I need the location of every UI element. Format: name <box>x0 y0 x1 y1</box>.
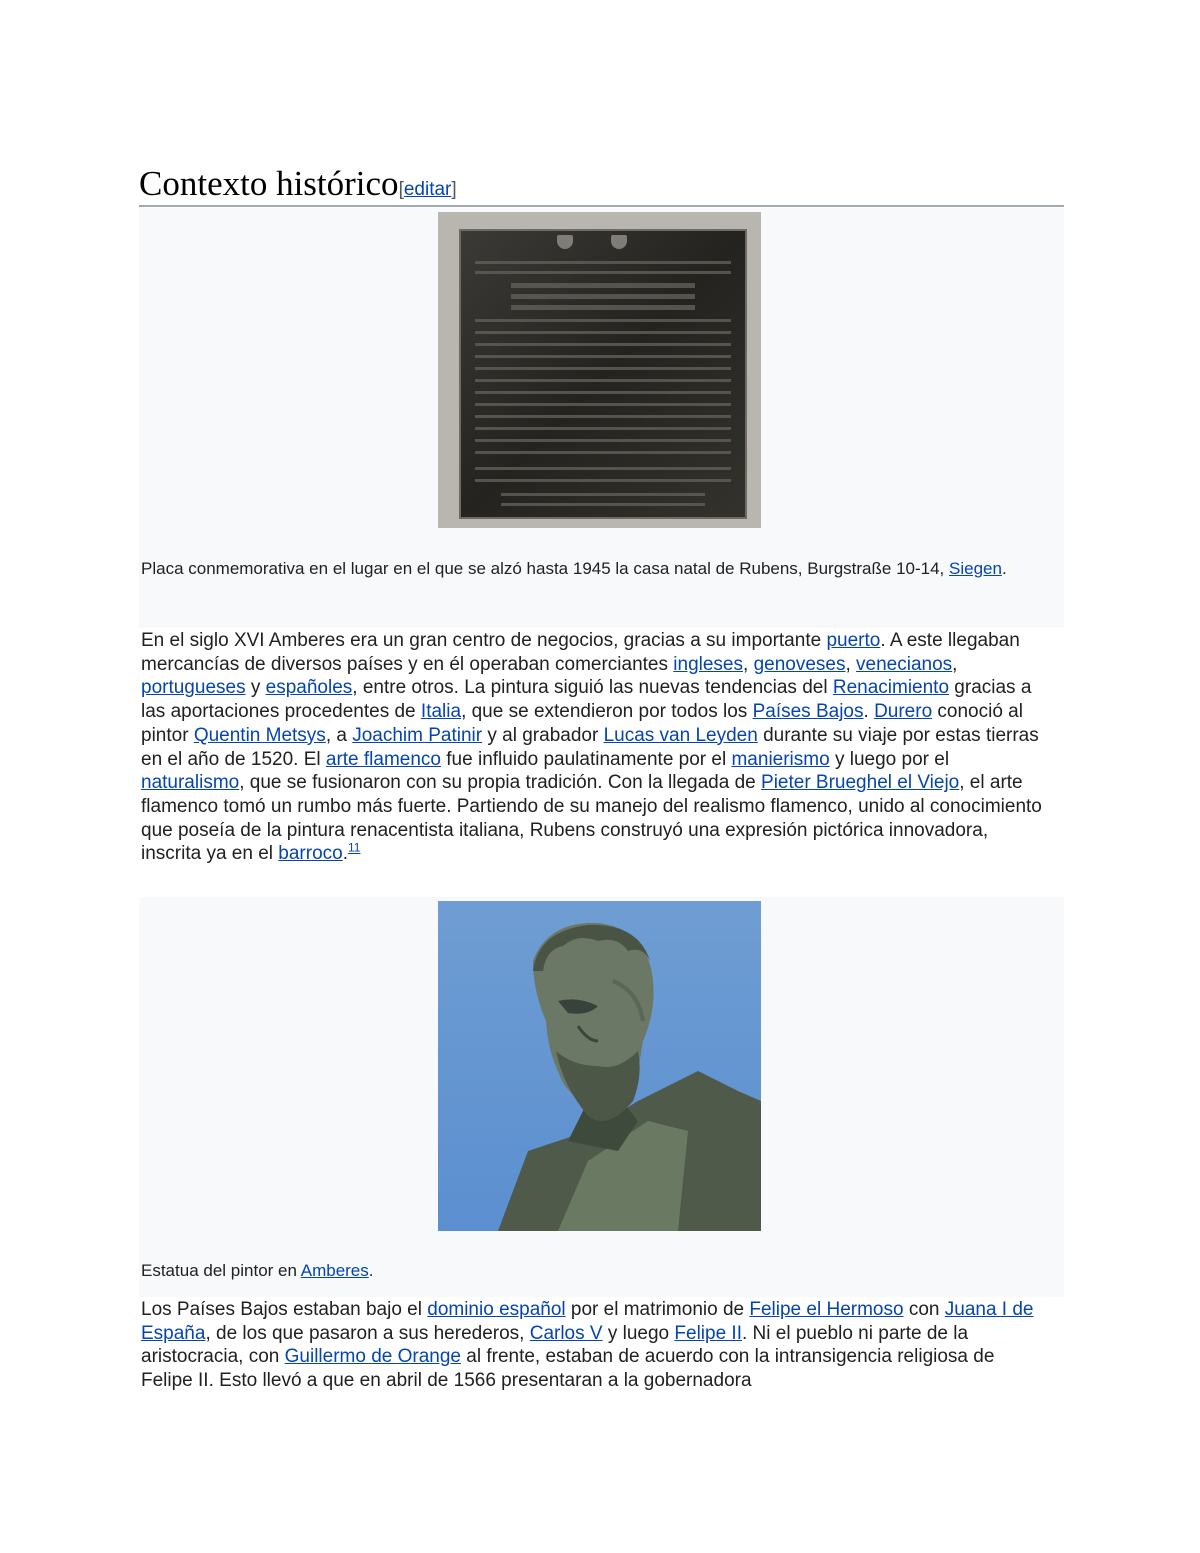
caption-text-end: . <box>1001 559 1007 578</box>
inline-link[interactable]: Joachim Patinir <box>352 724 483 746</box>
figure-caption <box>141 1255 1011 1287</box>
caption-text: Estatua del pintor en <box>141 1261 301 1280</box>
inline-link[interactable]: Renacimiento <box>832 677 950 699</box>
text-run: , <box>952 653 958 675</box>
inline-link[interactable]: Felipe el Hermoso <box>749 1299 904 1320</box>
text-run: , que se extendieron por todos los <box>461 701 753 723</box>
paragraph-context <box>141 629 1051 866</box>
inline-link[interactable]: arte flamenco <box>325 748 441 770</box>
text-run: con <box>903 1299 945 1320</box>
edit-link-wrapper <box>399 179 457 200</box>
inline-link[interactable]: Quentin Metsys <box>193 724 326 746</box>
edit-bracket-close: ] <box>451 179 457 200</box>
crest-right <box>611 235 627 249</box>
text-run: , a <box>325 724 353 746</box>
text-run: y al grabador <box>482 724 604 746</box>
inline-link[interactable]: ingleses <box>673 653 743 675</box>
statue-illustration <box>438 901 761 1231</box>
inline-link[interactable]: Durero <box>874 701 933 723</box>
figure-plaque <box>139 208 1064 628</box>
edit-link[interactable]: editar <box>403 179 452 200</box>
text-run: Los Países Bajos estaban bajo el <box>141 1299 428 1320</box>
inline-link[interactable]: dominio español <box>427 1299 566 1320</box>
paragraph-spanish-rule <box>141 1298 1051 1393</box>
text-run: . <box>342 843 348 865</box>
edit-bracket-open: [ <box>398 179 404 200</box>
inline-link[interactable]: venecianos <box>856 653 953 675</box>
text-run: . Ni el pueblo ni parte de la aristocracia, con <box>141 1322 969 1368</box>
text-run: durante su viaje por estas tierras en el año de 1520. El <box>141 724 1039 770</box>
reference-sup <box>348 841 360 855</box>
inline-link[interactable]: genoveses <box>753 653 846 675</box>
inline-link[interactable]: Juana I de España <box>141 1299 1034 1344</box>
inline-link[interactable]: Pieter Brueghel el Viejo <box>761 772 960 794</box>
inline-link[interactable]: españoles <box>265 677 353 699</box>
inline-link[interactable]: portugueses <box>141 677 246 699</box>
caption-link-amberes[interactable]: Amberes <box>300 1261 369 1280</box>
text-run: , <box>845 653 857 675</box>
plaque-plate <box>459 229 747 519</box>
statue-image[interactable] <box>438 901 761 1231</box>
inline-link[interactable]: Lucas van Leyden <box>603 724 758 746</box>
text-run: , <box>743 653 754 675</box>
inline-link[interactable]: Países Bajos <box>752 701 864 723</box>
text-run: , el arte flamenco tomó un rumbo más fuerte. Partiendo de su manejo del realismo flamenco, unido al conocimiento que poseía de la pintura renacentista italiana, Rubens construyó una expresión pictórica innovadora, inscrita ya en el <box>141 772 1042 865</box>
section-heading-row <box>139 163 1064 207</box>
text-run: , que se fusionaron con su propia tradición. Con la llegada de <box>239 772 762 794</box>
text-run: al frente, estaban de acuerdo con la intransigencia religiosa de Felipe II. Esto llevó a que en abril de 1566 presentaran a la gobernadora <box>141 1346 995 1392</box>
text-run: y <box>245 677 266 699</box>
inline-link[interactable]: Guillermo de Orange <box>284 1346 461 1368</box>
text-run: En el siglo XVI Amberes era un gran centro de negocios, gracias a su importante <box>141 630 827 651</box>
inline-link[interactable]: Felipe II <box>674 1322 742 1344</box>
inline-link[interactable]: manierismo <box>731 748 830 770</box>
caption-link-siegen[interactable]: Siegen <box>949 559 1002 578</box>
caption-text-end: . <box>368 1261 374 1280</box>
text-run: conoció al pintor <box>141 701 1023 746</box>
section-heading: Contexto histórico <box>139 164 399 203</box>
text-run: fue influido paulatinamente por el <box>441 748 732 770</box>
plaque-image[interactable] <box>438 212 761 528</box>
crest-left <box>557 235 573 249</box>
inline-link[interactable]: Carlos V <box>529 1322 603 1344</box>
inline-link[interactable]: puerto <box>826 630 881 651</box>
text-run: , de los que pasaron a sus herederos, <box>205 1322 530 1344</box>
text-run: y luego <box>602 1322 675 1344</box>
text-run: y luego por el <box>829 748 950 770</box>
figure-statue <box>139 897 1064 1297</box>
figure-caption <box>141 553 1011 585</box>
inline-link[interactable]: Italia <box>420 701 462 723</box>
inline-link[interactable]: naturalismo <box>141 772 240 794</box>
caption-text: Placa conmemorativa en el lugar en el que se alzó hasta 1945 la casa natal de Rubens, Burgstraße 10-14, <box>141 559 949 578</box>
text-run: . <box>863 701 875 723</box>
text-run: gracias a las aportaciones procedentes de <box>141 677 1032 723</box>
reference-link[interactable]: 11 <box>348 841 361 855</box>
inline-link[interactable]: barroco <box>278 843 343 865</box>
text-run: por el matrimonio de <box>565 1299 750 1320</box>
text-run: . A este llegaban mercancías de diversos países y en él operaban comerciantes <box>141 630 1020 675</box>
text-run: , entre otros. La pintura siguió las nuevas tendencias del <box>352 677 833 699</box>
